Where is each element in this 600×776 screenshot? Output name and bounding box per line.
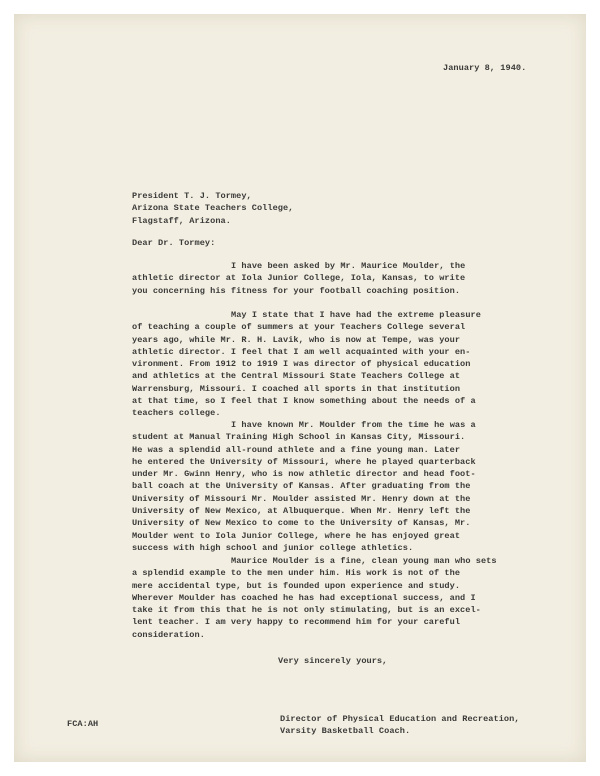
body-paragraph-2: [132, 309, 481, 420]
paragraph-line: consideration.: [132, 629, 205, 640]
body-paragraph-1: [132, 260, 465, 297]
body-paragraph-4: [132, 555, 497, 641]
paragraph-line: He was a splendid all-round athlete and a fine young man. Later: [132, 444, 461, 455]
complimentary-close: Very sincerely yours,: [278, 656, 388, 666]
paragraph-line: success with high school and junior college athletics.: [132, 542, 414, 553]
paragraph-line: vironment. From 1912 to 1919 I was director of physical education: [132, 359, 471, 370]
paragraph-line: mere accidental type, but is founded upon experience and study.: [132, 580, 461, 591]
paragraph-line: I have been asked by Mr. Maurice Moulder, the: [231, 261, 466, 271]
body-paragraph-3: [132, 419, 476, 554]
paragraph-line: University of New Mexico, at Albuquerque. When Mr. Henry left the: [132, 506, 471, 517]
paragraph-line: under Mr. Gwinn Henry, who is now athletic director and head foot-: [132, 469, 476, 480]
paragraph-line: at that time, so I feel that I know something about the needs of a: [132, 396, 476, 407]
paragraph-line: a splendid example to the men under him. His work is not of the: [132, 568, 461, 579]
paragraph-line: you concerning his fitness for your football coaching position.: [132, 285, 461, 296]
paragraph-line: I have known Mr. Moulder from the time he was a: [231, 420, 476, 430]
paragraph-line: lent teacher. I am very happy to recommend him for your careful: [132, 617, 461, 628]
paragraph-line: Wherever Moulder has coached he has had exceptional success, and I: [132, 592, 476, 603]
signature-title-line: Varsity Basketball Coach.: [280, 726, 411, 737]
salutation: Dear Dr. Tormey:: [132, 238, 216, 248]
paragraph-line: athletic director. I feel that I am well acquainted with your en-: [132, 346, 471, 357]
paragraph-line: Warrensburg, Missouri. I coached all sports in that institution: [132, 383, 461, 394]
paragraph-line: teachers college.: [132, 408, 221, 419]
paragraph-line: University of Missouri Mr. Moulder assisted Mr. Henry down at the: [132, 493, 471, 504]
paragraph-line: May I state that I have had the extreme pleasure: [231, 310, 481, 320]
recipient-line: Flagstaff, Arizona.: [132, 215, 231, 226]
signature-title-line: Director of Physical Education and Recreation,: [280, 714, 520, 724]
recipient-address: [132, 190, 293, 227]
paragraph-line: athletic director at Iola Junior College, Iola, Kansas, to write: [132, 273, 466, 284]
signature-block: [280, 713, 520, 738]
paragraph-line: student at Manual Training High School in Kansas City, Missouri.: [132, 432, 466, 443]
letter-date: January 8, 1940.: [443, 63, 527, 73]
recipient-line: Arizona State Teachers College,: [132, 203, 294, 214]
reference-initials: FCA:AH: [67, 719, 99, 729]
paragraph-line: he entered the University of Missouri, where he played quarterback: [132, 456, 476, 467]
recipient-line: President T. J. Tormey,: [132, 191, 252, 201]
paragraph-line: of teaching a couple of summers at your Teachers College several: [132, 322, 466, 333]
paragraph-line: ball coach at the University of Kansas. After graduating from the: [132, 481, 471, 492]
paragraph-line: take it from this that he is not only stimulating, but is an excel-: [132, 605, 481, 616]
paragraph-line: Moulder went to Iola Junior College, where he has enjoyed great: [132, 530, 461, 541]
paragraph-line: Maurice Moulder is a fine, clean young man who sets: [231, 556, 497, 566]
paragraph-line: University of New Mexico to come to the University of Kansas, Mr.: [132, 518, 471, 529]
paragraph-line: and athletics at the Central Missouri State Teachers College at: [132, 371, 461, 382]
paragraph-line: years ago, while Mr. R. H. Lavik, who is now at Tempe, was your: [132, 334, 461, 345]
